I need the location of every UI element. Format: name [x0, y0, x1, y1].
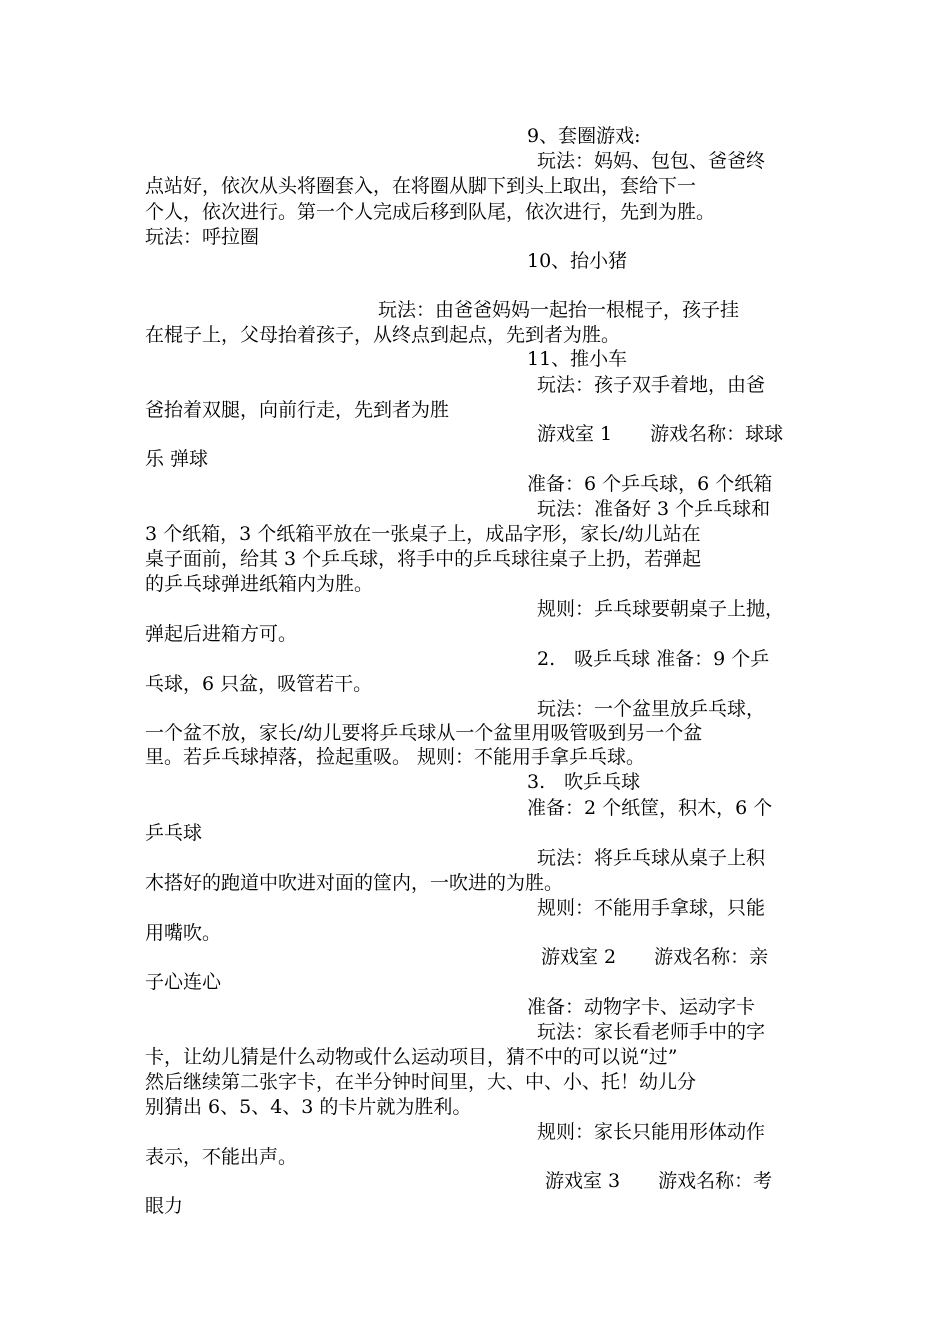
- text-line: 准备：6 个乒乓球，6 个纸箱: [527, 473, 773, 495]
- text-line: 玩法：呼拉圈: [145, 226, 260, 248]
- text-line: 卡，让幼儿猜是什么动物或什么运动项目，猜不中的可以说“过”: [145, 1046, 678, 1068]
- text-line: 玩法：准备好 3 个乒乓球和: [537, 498, 771, 520]
- text-line: 规则：不能用手拿球，只能: [537, 897, 766, 919]
- heading-blow-pingpong: 3. 吹乒乓球: [527, 771, 641, 793]
- text-line: 在棍子上，父母抬着孩子，从终点到起点，先到者为胜。: [145, 324, 621, 346]
- text-line: 3 个纸箱，3 个纸箱平放在一张桌子上，成品字形，家长/幼儿站在: [145, 523, 701, 545]
- text-line: 玩法：妈妈、包包、爸爸终: [537, 150, 766, 172]
- heading-suck-pingpong: 2. 吸乒乓球 准备：9 个乒: [537, 648, 770, 670]
- text-line: 乐 弹球: [145, 448, 209, 470]
- text-line: 桌子面前，给其 3 个乒乓球，将手中的乒乓球往桌子上扔，若弹起: [145, 548, 702, 570]
- text-line: 玩法：一个盆里放乒乓球，: [537, 698, 766, 720]
- heading-push-cart: 11、推小车: [527, 348, 628, 370]
- text-line: 乓球，6 只盆，吸管若干。: [145, 673, 373, 695]
- text-line: 用嘴吹。: [145, 922, 222, 944]
- text-line: 的乒乓球弹进纸箱内为胜。: [145, 573, 374, 595]
- heading-game-room-1: 游戏室 1 游戏名称：球球: [537, 423, 784, 445]
- text-line: 弹起后进箱方可。: [145, 623, 298, 645]
- text-line: 木搭好的跑道中吹进对面的筐内，一吹进的为胜。: [145, 872, 564, 894]
- heading-carry-piglet: 10、抬小猪: [527, 250, 628, 272]
- text-line: 眼力: [145, 1195, 184, 1217]
- text-line: 点站好，依次从头将圈套入，在将圈从脚下到头上取出，套给下一: [145, 175, 697, 197]
- text-line: 规则：乒乓球要朝桌子上抛，: [537, 598, 785, 620]
- text-line: 规则：家长只能用形体动作: [537, 1121, 766, 1143]
- text-line: 玩法：由爸爸妈妈一起抬一根棍子，孩子挂: [378, 299, 740, 321]
- heading-game-room-2: 游戏室 2 游戏名称：亲: [541, 946, 769, 968]
- text-line: 准备：2 个纸筐，积木，6 个: [527, 797, 773, 819]
- text-line: 玩法：孩子双手着地，由爸: [537, 374, 766, 396]
- text-line: 然后继续第二张字卡，在半分钟时间里，大、中、小、托！幼儿分: [145, 1071, 697, 1093]
- text-line: 一个盆不放，家长/幼儿要将乒乓球从一个盆里用吸管吸到另一个盆: [145, 722, 703, 744]
- text-line: 玩法：家长看老师手中的字: [537, 1021, 766, 1043]
- text-line: 别猜出 6、5、4、3 的卡片就为胜利。: [145, 1096, 472, 1118]
- text-line: 玩法：将乒乓球从桌子上积: [537, 847, 766, 869]
- text-line: 里。若乒乓球掉落，捡起重吸。 规则：不能用手拿乒乓球。: [145, 746, 646, 768]
- heading-ring-toss: 9、套圈游戏:: [527, 125, 641, 147]
- text-line: 乒乓球: [145, 822, 203, 844]
- text-line: 爸抬着双腿，向前行走，先到者为胜: [145, 399, 450, 421]
- heading-game-room-3: 游戏室 3 游戏名称：考: [545, 1170, 773, 1192]
- text-line: 表示，不能出声。: [145, 1146, 298, 1168]
- text-line: 准备：动物字卡、运动字卡: [527, 996, 756, 1018]
- text-line: 子心连心: [145, 971, 222, 993]
- text-line: 个人，依次进行。第一个人完成后移到队尾，依次进行，先到为胜。: [145, 201, 716, 223]
